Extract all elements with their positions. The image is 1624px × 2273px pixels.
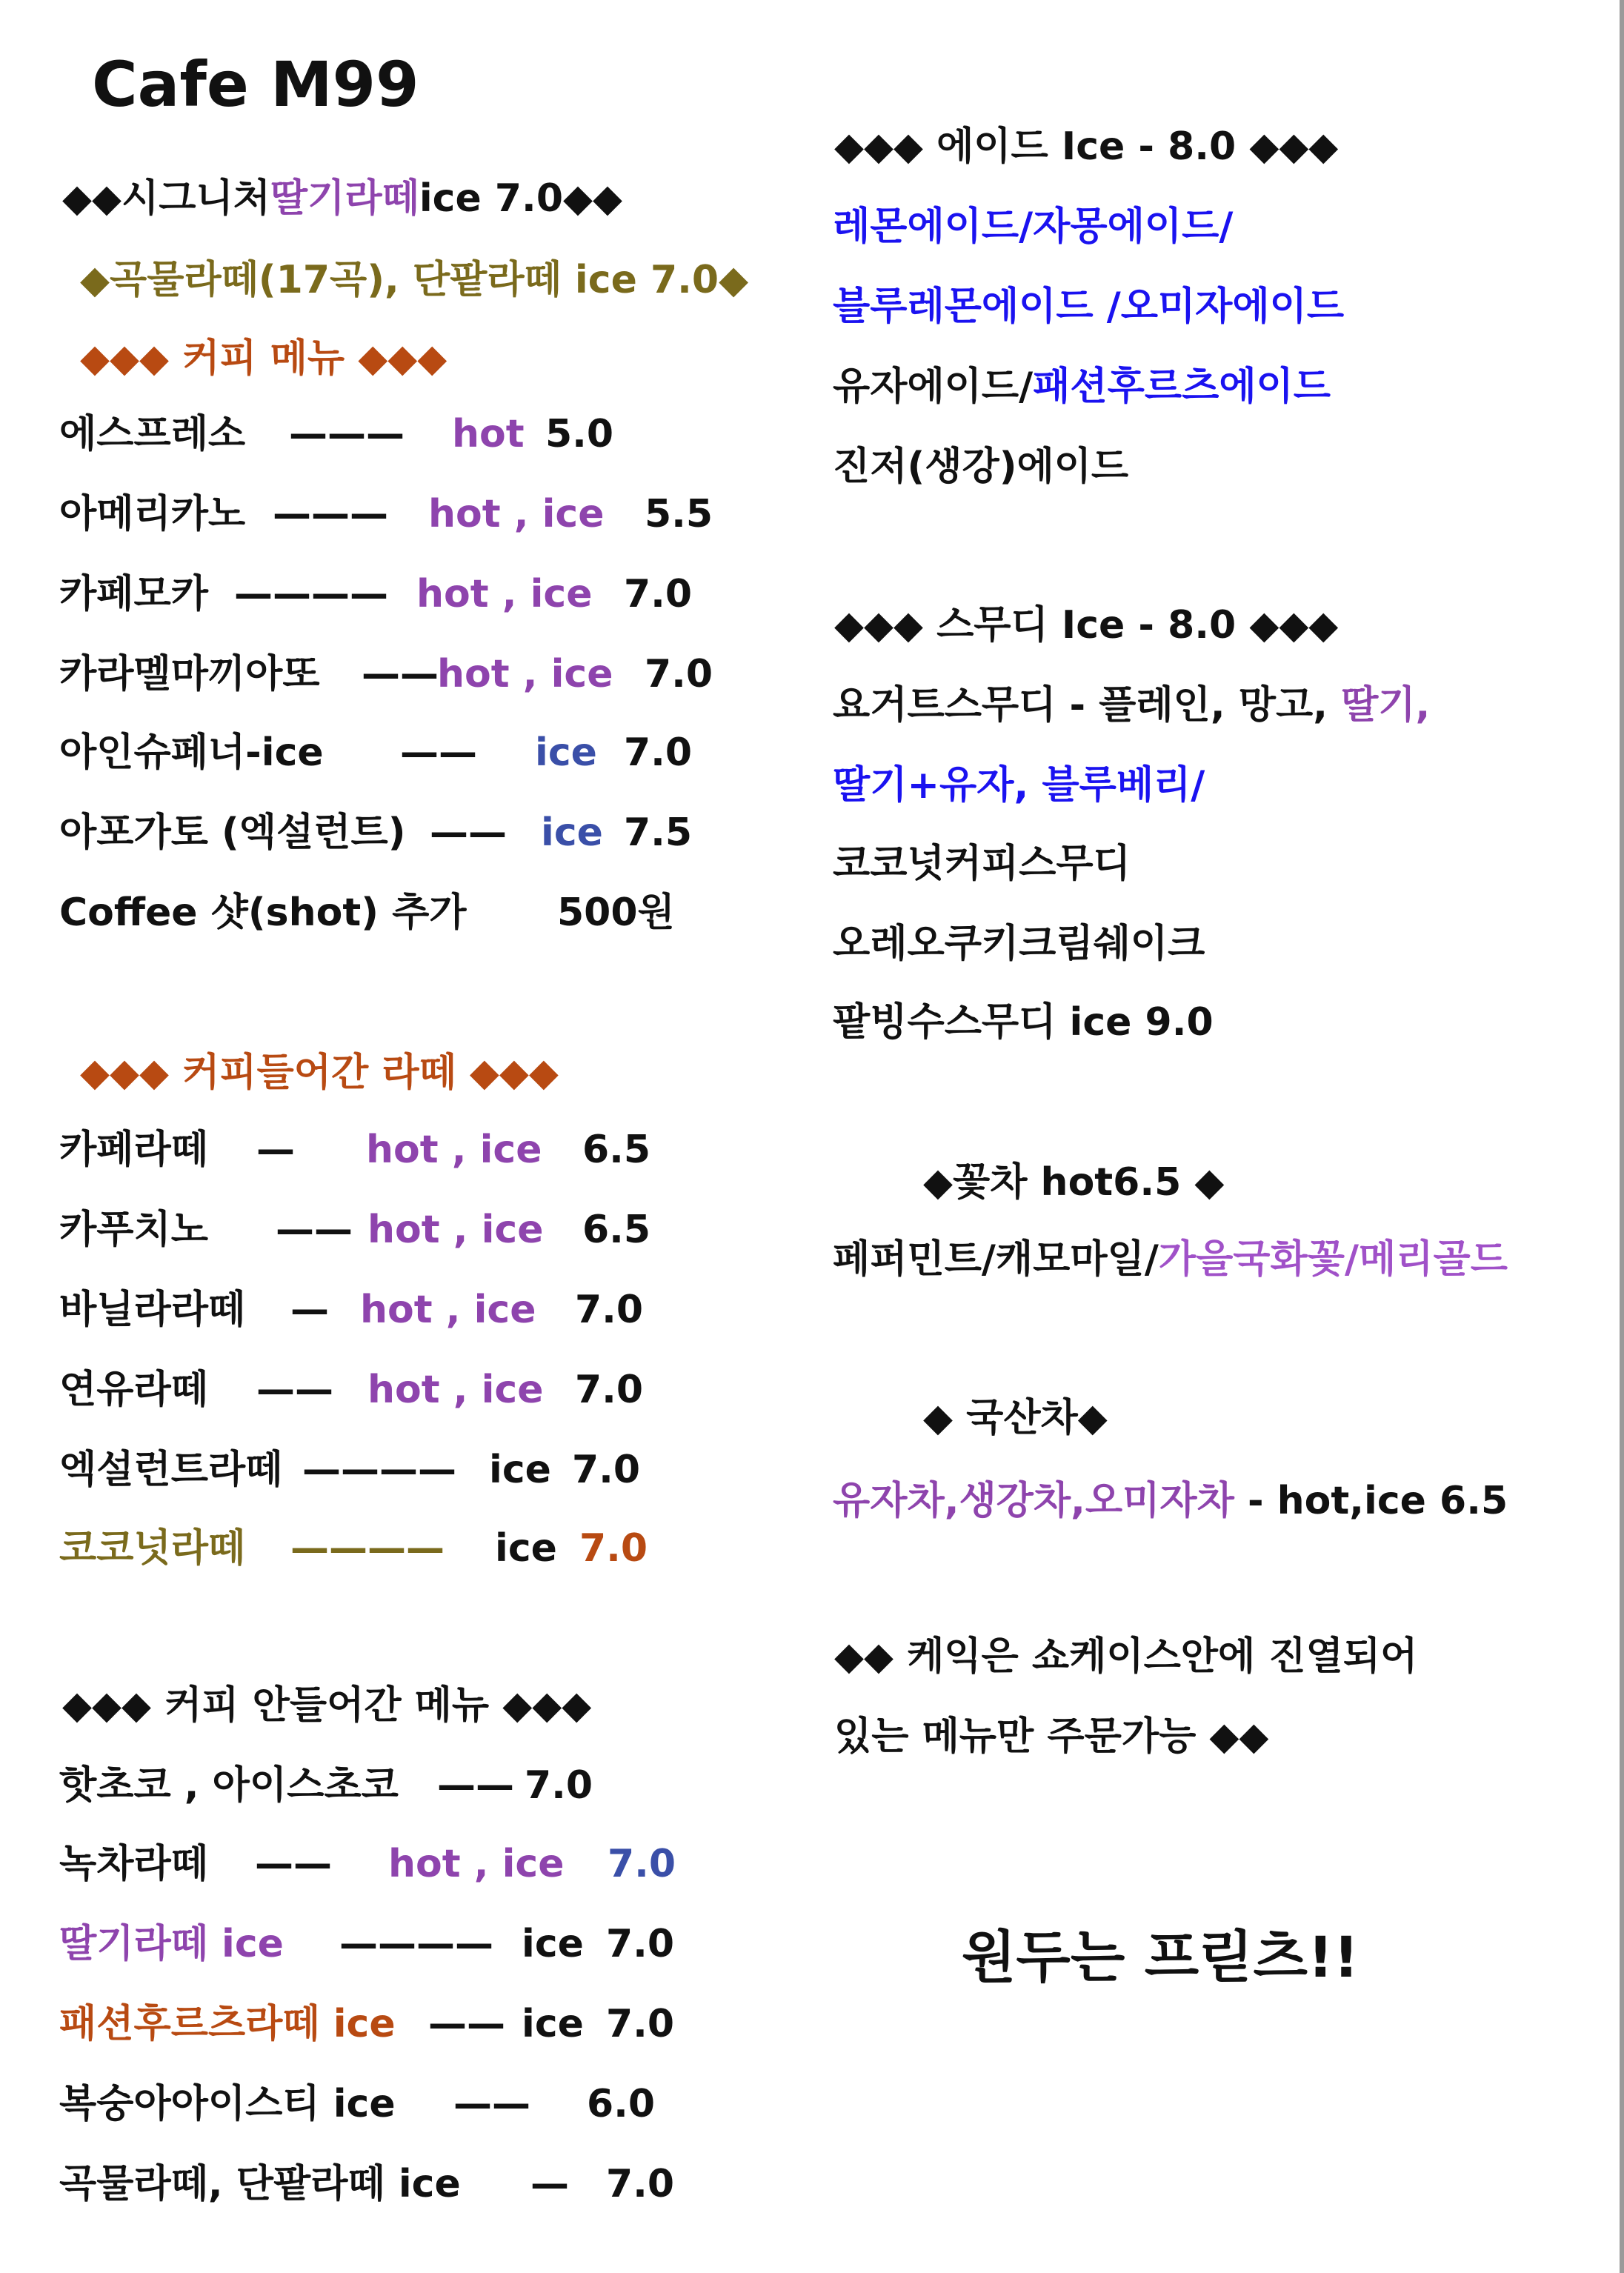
latte-menu-header: ◆◆◆ 커피들어간 라떼 ◆◆◆ [80, 1051, 559, 1095]
menu-item-dash: — [530, 2162, 569, 2206]
menu-item-price: 7.0 [608, 1842, 676, 1886]
menu-item-name: 핫초코 , 아이스초코 [59, 1763, 399, 1808]
menu-item-price: 7.0 [575, 1368, 644, 1412]
ade-line: 레몬에이드/자몽에이드/ [833, 204, 1234, 249]
shot-add-name: Coffee 샷(shot) 추가 [59, 891, 467, 935]
menu-item-name: 카라멜마끼아또 [59, 652, 320, 696]
menu-item-temp: ice [489, 1448, 551, 1492]
menu-item-temp: ice [541, 811, 603, 855]
signature-name: 딸기라떼 [270, 176, 419, 221]
menu-item-price: 5.0 [545, 412, 614, 456]
menu-item-dash: ———— [339, 1922, 493, 1966]
flower-tea-header: ◆꽃차 hot6.5 ◆ [923, 1160, 1225, 1205]
menu-item-dash: —— [276, 1208, 353, 1252]
menu-item-dash: —— [362, 652, 439, 696]
menu-item-dash: —— [428, 2002, 505, 2046]
menu-item-dash: —— [430, 811, 507, 855]
menu-item-name: 아인슈페너-ice [59, 731, 324, 775]
menu-item-temp: hot , ice [428, 492, 605, 536]
menu-item-price: 6.0 [587, 2082, 656, 2126]
menu-item-temp: ice [535, 731, 597, 775]
page-title: Cafe M99 [92, 48, 419, 121]
menu-item-name: 아포가토 (엑설런트) [59, 811, 406, 855]
menu-item-temp: hot , ice [367, 1368, 544, 1412]
non-coffee-menu-header: ◆◆◆ 커피 안들어간 메뉴 ◆◆◆ [62, 1683, 592, 1728]
menu-item-temp: hot , ice [367, 1208, 544, 1252]
menu-item-temp: ice [495, 1526, 557, 1571]
menu-item-price: 7.0 [606, 1922, 675, 1966]
menu-item-price: 5.5 [645, 492, 713, 536]
signature-prefix: ◆◆시그니처 [62, 176, 270, 221]
menu-item-name: 에스프레소 [59, 412, 246, 456]
ade-item-yuja: 유자에이드/ [833, 365, 1034, 409]
menu-item-name: 카푸치노 [59, 1208, 208, 1252]
smoothie-header: ◆◆◆ 스무디 Ice - 8.0 ◆◆◆ [834, 603, 1339, 648]
menu-item-name: 녹차라떼 [59, 1842, 208, 1886]
smoothie-line [833, 683, 1431, 728]
menu-item-price: 7.0 [624, 572, 693, 616]
menu-item-name: 복숭아아이스티 ice [59, 2082, 396, 2126]
menu-item-price: 7.0 [606, 2002, 675, 2046]
menu-item-name: 연유라떼 [59, 1368, 208, 1412]
menu-item-price: 7.0 [572, 1448, 641, 1492]
ade-item-passion: 패션후르츠에이드 [1033, 365, 1331, 409]
menu-item-price: 7.5 [624, 811, 693, 855]
menu-item-name: 곡물라떼, 단팥라떼 ice [59, 2162, 461, 2206]
korean-tea-header: ◆ 국산차◆ [923, 1396, 1108, 1440]
menu-item-dash: —— [255, 1842, 332, 1886]
menu-item-name: 카페모카 [59, 572, 208, 616]
menu-item-name: 카페라떼 [59, 1128, 208, 1172]
menu-item-name: 코코넛라떼 [59, 1526, 246, 1571]
smoothie-strawberry: 딸기, [1341, 683, 1431, 728]
closing-message: 원두는 프릳츠!! [962, 1924, 1360, 1990]
menu-item-name: 아메리카노 [59, 492, 246, 536]
menu-item-price: 7.0 [579, 1526, 648, 1571]
shot-add-price: 500원 [557, 891, 675, 935]
menu-item-temp: ice [522, 1922, 584, 1966]
menu-item-dash: ———— [290, 1526, 445, 1571]
signature-line [62, 176, 622, 221]
smoothie-line: 오레오쿠키크림쉐이크 [833, 922, 1205, 966]
menu-item-price: 6.5 [582, 1208, 651, 1252]
menu-item-dash: ——— [273, 492, 388, 536]
menu-item-dash: ———— [302, 1448, 456, 1492]
flower-tea-line [833, 1237, 1508, 1282]
menu-item-dash: ———— [234, 572, 388, 616]
smoothie-line: 팥빙수스무디 ice 9.0 [833, 1000, 1214, 1045]
menu-item-name: 딸기라떼 ice [59, 1922, 284, 1966]
cake-notice-line: ◆◆ 케익은 쇼케이스안에 진열되어 [834, 1634, 1418, 1679]
flower-tea-a: 페퍼민트/캐모마일/ [833, 1237, 1159, 1282]
smoothie-line: 딸기+유자, 블루베리/ [833, 763, 1205, 808]
coffee-menu-header: ◆◆◆ 커피 메뉴 ◆◆◆ [80, 336, 447, 381]
menu-item-temp: hot , ice [437, 652, 613, 696]
menu-item-dash: —— [453, 2082, 530, 2126]
smoothie-line: 코코넛커피스무디 [833, 842, 1131, 886]
menu-item-temp: hot , ice [416, 572, 593, 616]
flower-tea-b: 가을국화꽃/메리골드 [1158, 1237, 1508, 1282]
korean-tea-price: - hot,ice 6.5 [1234, 1479, 1508, 1523]
menu-item-name: 패션후르츠라떼 ice [59, 2002, 396, 2046]
ade-line: 블루레몬에이드 /오미자에이드 [833, 284, 1345, 329]
menu-item-dash: —— [400, 731, 477, 775]
menu-item-price: 7.0 [624, 731, 693, 775]
menu-item-name: 바닐라라떼 [59, 1288, 246, 1332]
menu-item-price: 6.5 [582, 1128, 651, 1172]
menu-item-price: 7.0 [525, 1763, 593, 1808]
cake-notice-line: 있는 메뉴만 주문가능 ◆◆ [834, 1714, 1269, 1759]
menu-item-temp: hot , ice [360, 1288, 536, 1332]
signature-price: ice 7.0◆◆ [419, 176, 622, 221]
menu-item-temp: hot , ice [366, 1128, 542, 1172]
ade-line: 진저(생강)에이드 [833, 445, 1129, 489]
menu-item-temp: hot , ice [388, 1842, 565, 1886]
ade-line [833, 365, 1331, 409]
menu-item-temp: hot [452, 412, 525, 456]
ade-header: ◆◆◆ 에이드 Ice - 8.0 ◆◆◆ [834, 124, 1339, 169]
korean-tea-line [833, 1479, 1508, 1523]
smoothie-yogurt: 요거트스무디 - 플레인, 망고, [833, 683, 1342, 728]
menu-item-dash: — [290, 1288, 329, 1332]
menu-item-name: 엑설런트라떼 [59, 1448, 283, 1492]
page-edge [1620, 0, 1624, 2273]
grain-latte-line: ◆곡물라떼(17곡), 단팥라떼 ice 7.0◆ [80, 258, 749, 302]
menu-item-dash: ——— [289, 412, 405, 456]
menu-item-price: 7.0 [606, 2162, 675, 2206]
menu-item-dash: —— [437, 1763, 514, 1808]
menu-item-temp: ice [522, 2002, 584, 2046]
menu-item-price: 7.0 [645, 652, 713, 696]
korean-tea-items: 유자차,생강차,오미자차 [833, 1479, 1234, 1523]
menu-item-dash: — [256, 1128, 295, 1172]
menu-item-dash: —— [256, 1368, 333, 1412]
menu-item-price: 7.0 [575, 1288, 644, 1332]
